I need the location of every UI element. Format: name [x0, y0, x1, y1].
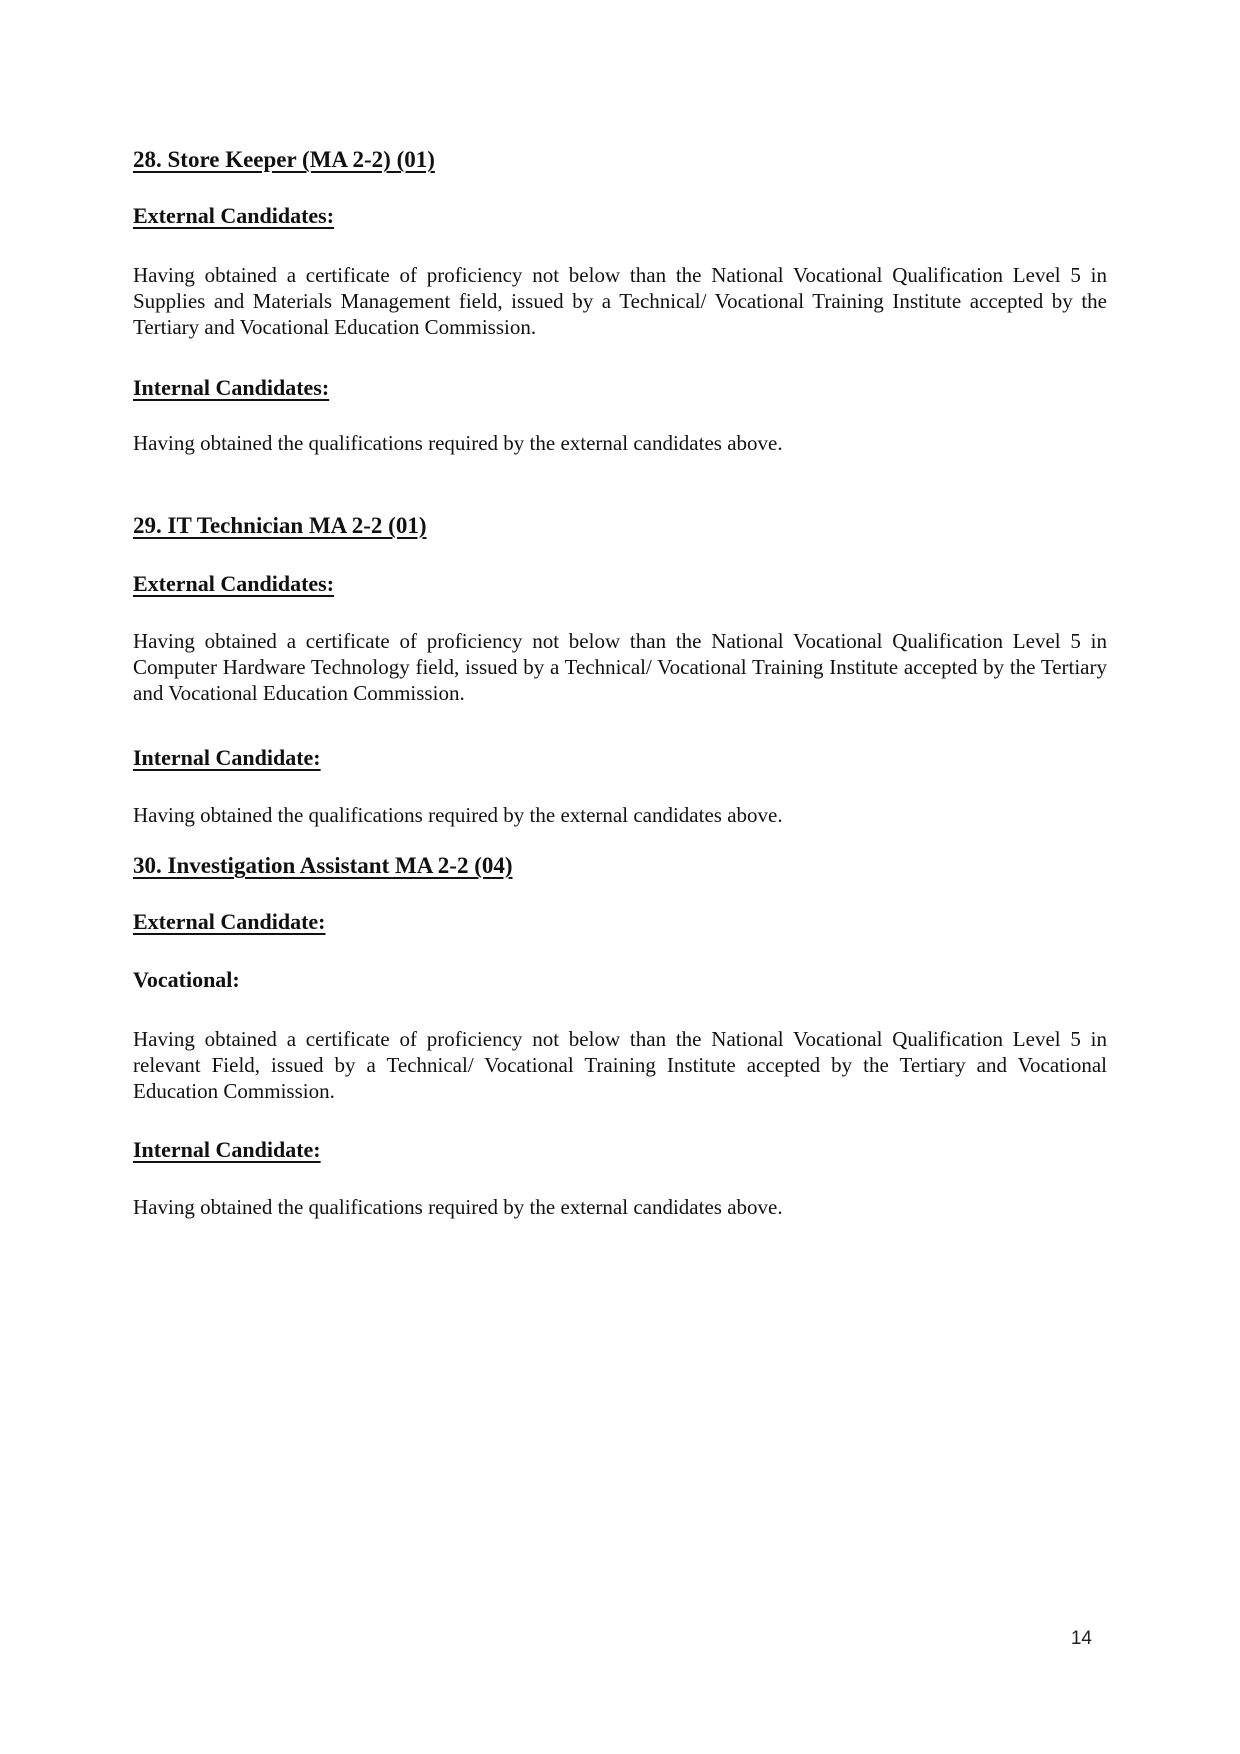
section-30-external-label-text: External Candidate: [133, 909, 326, 934]
section-29-external-label [133, 570, 1107, 598]
section-30-external-label [133, 908, 1107, 936]
section-29-external-label-text: External Candidates: [133, 571, 335, 596]
section-store-keeper [133, 146, 1107, 456]
section-29-internal-paragraph: Having obtained the qualifications required by the external candidates above. [133, 803, 783, 827]
section-29-heading [133, 512, 1107, 540]
section-28-heading-text: 28. Store Keeper (MA 2-2) (01) [133, 147, 435, 172]
section-30-vocational-label: Vocational: [133, 967, 240, 992]
page-number: 14 [1070, 1628, 1092, 1649]
section-30-heading [133, 852, 1107, 880]
section-28-external-label-text: External Candidates: [133, 203, 335, 228]
section-28-heading [133, 146, 1107, 174]
section-30-internal-paragraph: Having obtained the qualifications required by the external candidates above. [133, 1195, 783, 1219]
section-29-external-paragraph: Having obtained a certificate of proficiency not below than the National Vocational Qualification Level 5 in Computer Hardware Technology field, issued by a Technical/ Vocational Training Institute accepted by the Tertiary and Vocational Education Commission. [133, 629, 1107, 705]
section-30-heading-text: 30. Investigation Assistant MA 2-2 (04) [133, 853, 513, 878]
section-30-external-paragraph: Having obtained a certificate of proficiency not below than the National Vocational Qualification Level 5 in relevant Field, issued by a Technical/ Vocational Training Institute accepted by the Tertiary and Vocational Education Commission. [133, 1027, 1107, 1103]
section-28-external-paragraph: Having obtained a certificate of proficiency not below than the National Vocational Qualification Level 5 in Supplies and Materials Management field, issued by a Technical/ Vocational Training Institute accepted by the Tertiary and Vocational Education Commission. [133, 263, 1107, 339]
section-30-internal-label [133, 1136, 1107, 1164]
section-29-internal-label [133, 744, 1107, 772]
section-28-internal-label-text: Internal Candidates: [133, 375, 330, 400]
section-29-heading-text: 29. IT Technician MA 2-2 (01) [133, 513, 427, 538]
section-investigation-assistant [133, 852, 1107, 1220]
section-29-internal-label-text: Internal Candidate: [133, 745, 321, 770]
section-28-internal-paragraph: Having obtained the qualifications required by the external candidates above. [133, 431, 783, 455]
section-it-technician [133, 512, 1107, 828]
section-28-internal-label [133, 374, 1107, 402]
section-28-external-label [133, 202, 1107, 230]
section-30-internal-label-text: Internal Candidate: [133, 1137, 321, 1162]
